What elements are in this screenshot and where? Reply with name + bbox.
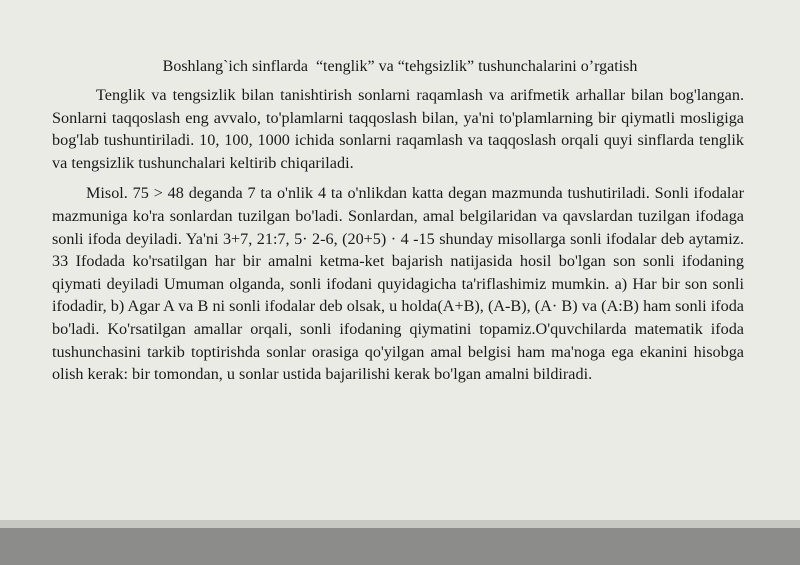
- paragraph-tenglik-intro: Tenglik va tengsizlik bilan tanishtirish sonlarni raqamlash va arifmetik arhallar bilan bog'langan. Sonlarni taqqoslash eng avvalo, to'plamlarni taqqoslash bilan, ya'ni to'plamlarning bir qiymatli mosligiga bog'lab tushuntiriladi. 10, 100, 1000 ichida sonlarni raqamlash va taqqoslash orqali quyi sinflarda tenglik va tengsizlik tushunchalari keltirib chiqariladi.: [52, 86, 744, 172]
- footer-band-dark: [0, 528, 800, 565]
- paragraph-misol: Misol. 75 > 48 deganda 7 ta o'nlik 4 ta o'nlikdan katta degan mazmunda tushutiriladi. Sonli ifodalar mazmuniga ko'ra sonlardan tuzilgan bo'ladi. Sonlardan, amal belgilaridan va qavslardan tuzilgan ifodaga sonli ifoda deyiladi. Ya'ni 3+7, 21:7, 5· 2-6, (20+5) · 4 -15 shunday misollarga sonli ifodalar deb aytamiz. 33 Ifodada ko'rsatilgan har bir amalni ketma-ket bajarish natijasida hosil bo'lgan son sonli ifodaning qiymati deyiladi Umuman olganda, sonli ifodani quyidagicha ta'riflashimiz mumkin. a) Har bir son sonli ifodadir, b) Agar A va B ni sonli ifodalar deb olsak, u holda(A+B), (A-B), (A· B) va (A:B) ham sonli ifoda bo'ladi. Ko'rsatilgan amallar orqali, sonli ifodaning qiymatini topamiz.O'quvchilarda matematik ifoda tushunchasini tarkib toptirishda sonlar orasiga qo'yilgan amal belgisi ham ma'noga ega ekanini hisobga olish kerak: bir tomondan, u sonlar ustida bajarilishi kerak bo'lgan amalni bildiradi.: [52, 184, 744, 384]
- slide-body: [52, 84, 744, 386]
- slide-title: Boshlang`ich sinflarda “tenglik” va “tehgsizlik” tushunchalarini o’rgatish: [162, 58, 638, 75]
- footer-band-light: [0, 520, 800, 528]
